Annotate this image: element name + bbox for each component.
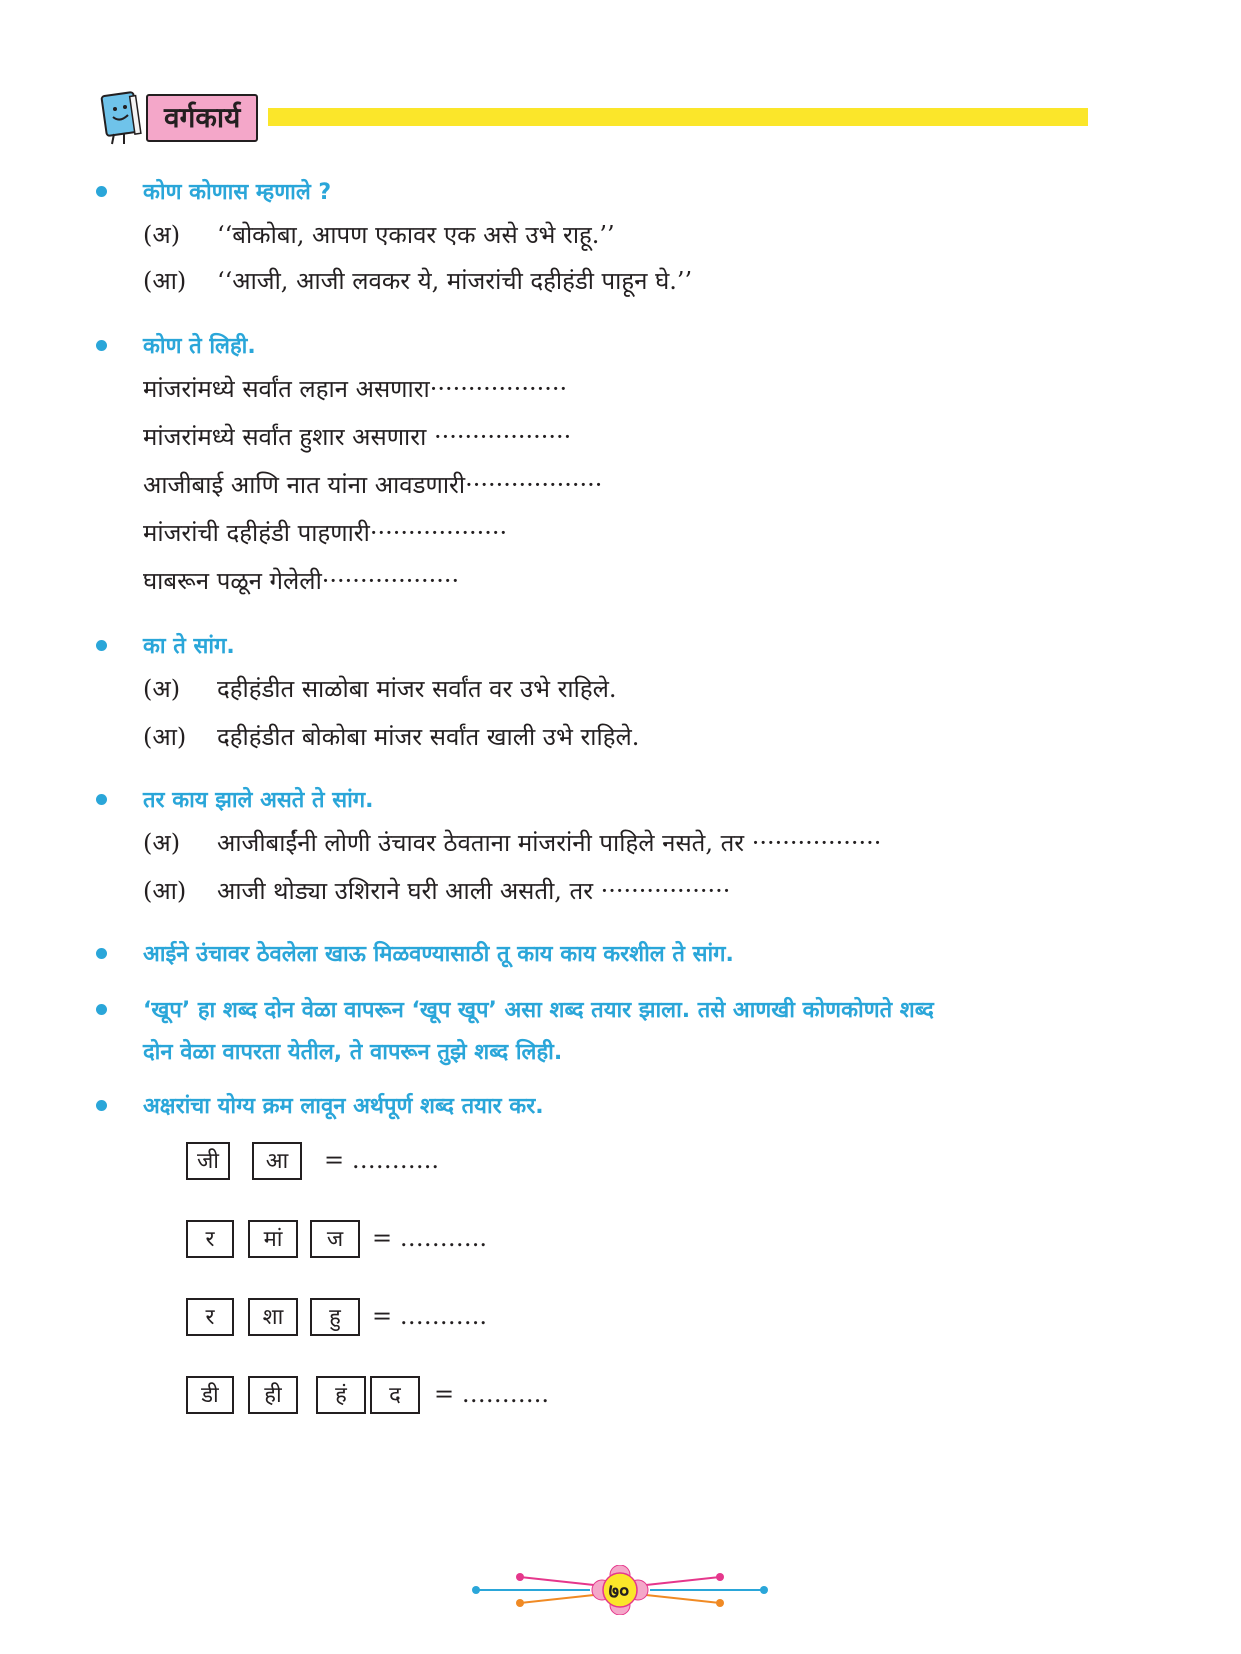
- letter-box: र: [186, 1298, 234, 1336]
- item-label: (अ): [143, 221, 181, 249]
- answer-blank: = ………..: [434, 1380, 549, 1408]
- answer-blank: = ………..: [372, 1302, 487, 1330]
- question-tell-why: का ते सांग.: [143, 634, 235, 659]
- letter-box: ज: [310, 1220, 360, 1258]
- item-text: ‘‘आजी, आजी लवकर ये, मांजरांची दहीहंडी पाहून घे.’’: [217, 267, 693, 295]
- letter-box: जी: [186, 1142, 230, 1180]
- bullet-icon: [96, 794, 107, 805]
- item-text: ‘‘बोकोबा, आपण एकावर एक असे उभे राहू.’’: [217, 221, 615, 249]
- fill-blank-line: मांजरांची दहीहंडी पाहणारी··················: [143, 519, 508, 547]
- fill-blank-line: मांजरांमध्ये सर्वांत लहान असणारा··················: [143, 375, 568, 403]
- answer-line: [143, 874, 730, 907]
- answer-line: [143, 720, 639, 753]
- bullet-icon: [96, 186, 107, 197]
- fill-blank-line: आजीबाई आणि नात यांना आवडणारी··················: [143, 471, 603, 499]
- letter-box: द: [370, 1376, 420, 1414]
- bullet-icon: [96, 1100, 107, 1111]
- item-label: (आ): [143, 877, 187, 905]
- page-number: ७०: [608, 1579, 630, 1603]
- answer-line: [143, 264, 692, 297]
- item-text: आजी थोड्या उशिराने घरी आली असती, तर ·················: [217, 877, 731, 905]
- letter-box: हु: [310, 1298, 360, 1336]
- letter-box: आ: [252, 1142, 302, 1180]
- question-arrange-letters: अक्षरांचा योग्य क्रम लावून अर्थपूर्ण शब्द तयार कर.: [143, 1094, 544, 1119]
- answer-blank: = ………..: [372, 1224, 487, 1252]
- question-write-who: कोण ते लिही.: [143, 334, 256, 359]
- letter-box: डी: [186, 1376, 234, 1414]
- item-text: दहीहंडीत बोकोबा मांजर सर्वांत खाली उभे राहिले.: [217, 723, 640, 751]
- bullet-icon: [96, 340, 107, 351]
- item-text: दहीहंडीत साळोबा मांजर सर्वांत वर उभे राहिले.: [217, 675, 617, 703]
- item-label: (अ): [143, 675, 181, 703]
- answer-line: [143, 672, 617, 705]
- letter-box: मां: [248, 1220, 298, 1258]
- page-header: [98, 90, 1098, 150]
- question-what-would-happen: तर काय झाले असते ते सांग.: [143, 788, 374, 813]
- smiling-book-icon: [98, 90, 146, 148]
- item-label: (आ): [143, 723, 187, 751]
- fill-blank-line: मांजरांमध्ये सर्वांत हुशार असणारा ··················: [143, 423, 572, 451]
- bullet-icon: [96, 1004, 107, 1015]
- question-who-said: कोण कोणास म्हणाले ?: [143, 180, 332, 205]
- fill-blank-line: घाबरून पळून गेलेली··················: [143, 567, 460, 595]
- question-snack: आईने उंचावर ठेवलेला खाऊ मिळवण्यासाठी तू काय काय करशील ते सांग.: [143, 942, 734, 967]
- bullet-icon: [96, 948, 107, 959]
- letter-box: शा: [248, 1298, 298, 1336]
- header-highlight-bar: [268, 108, 1088, 126]
- item-label: (आ): [143, 267, 187, 295]
- letter-box: ही: [248, 1376, 298, 1414]
- question-repeat-words-line2: दोन वेळा वापरता येतील, ते वापरून तुझे शब्द लिही.: [143, 1040, 563, 1065]
- answer-blank: = ………..: [324, 1146, 439, 1174]
- page-title: वर्गकार्य: [146, 94, 258, 142]
- answer-line: [143, 826, 881, 859]
- item-text: आजीबाईंनी लोणी उंचावर ठेवताना मांजरांनी पाहिले नसते, तर ·················: [217, 829, 882, 857]
- bullet-icon: [96, 640, 107, 651]
- page-footer: [470, 1565, 770, 1615]
- item-label: (अ): [143, 829, 181, 857]
- question-repeat-words-line1: ‘खूप’ हा शब्द दोन वेळा वापरून ‘खूप खूप’ असा शब्द तयार झाला. तसे आणखी कोणकोणते शब्द: [143, 998, 934, 1023]
- letter-box: र: [186, 1220, 234, 1258]
- answer-line: [143, 218, 615, 251]
- letter-box: हं: [316, 1376, 366, 1414]
